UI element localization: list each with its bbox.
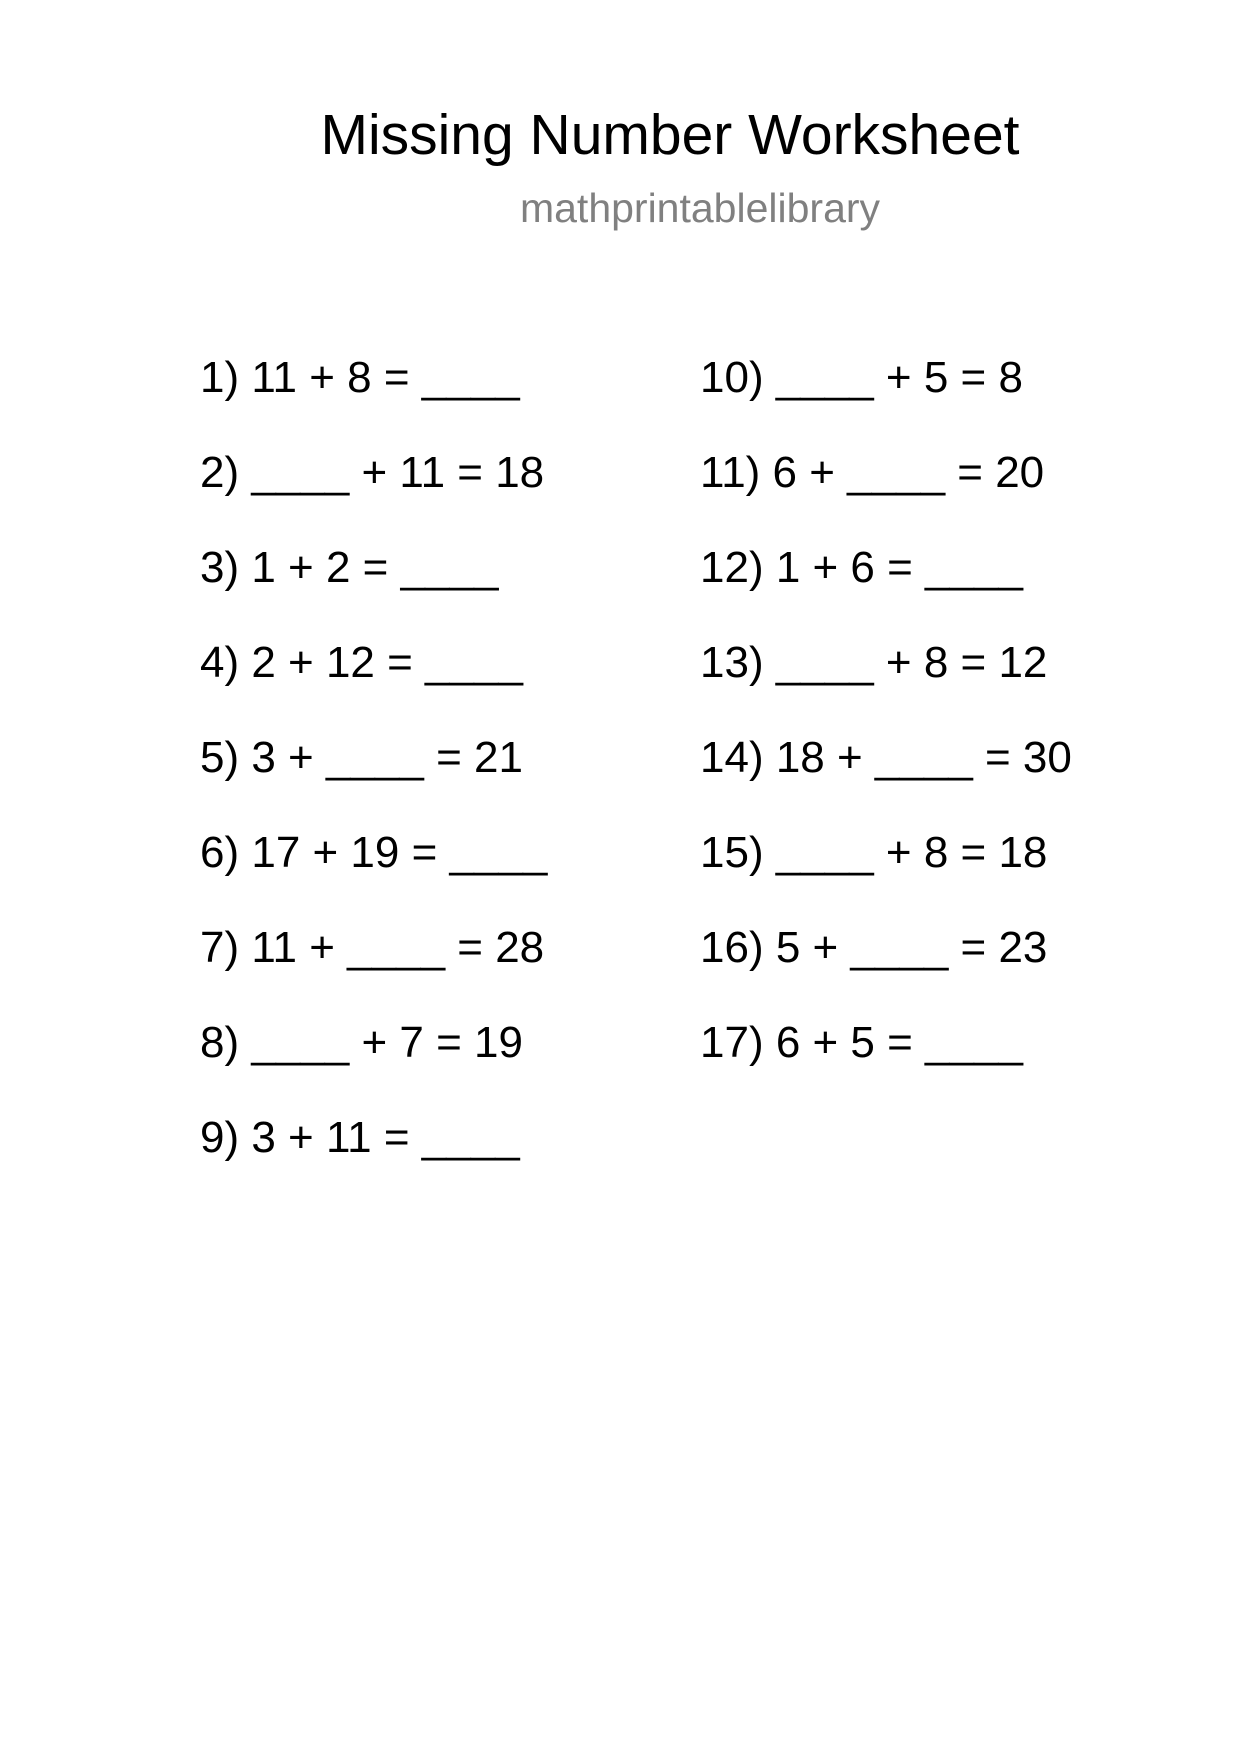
- problem-1: 1) 11 + 8 = ____: [200, 353, 520, 402]
- problem-7: 7) 11 + ____ = 28: [200, 923, 545, 972]
- problem-12: 12) 1 + 6 = ____: [700, 543, 1023, 592]
- problem-10: 10) ____ + 5 = 8: [700, 353, 1023, 402]
- problem-6: 6) 17 + 19 = ____: [200, 828, 548, 877]
- problem-column-right: [700, 348, 1240, 1108]
- problem-13: 13) ____ + 8 = 12: [700, 638, 1048, 687]
- problem-4: 4) 2 + 12 = ____: [200, 638, 523, 687]
- problem-15: 15) ____ + 8 = 18: [700, 828, 1048, 877]
- problem-17: 17) 6 + 5 = ____: [700, 1018, 1023, 1067]
- problem-5: 5) 3 + ____ = 21: [200, 733, 523, 782]
- problem-11: 11) 6 + ____ = 20: [700, 448, 1045, 497]
- page-title: Missing Number Worksheet: [320, 103, 1020, 167]
- problem-2: 2) ____ + 11 = 18: [200, 448, 545, 497]
- problem-14: 14) 18 + ____ = 30: [700, 733, 1072, 782]
- problem-8: 8) ____ + 7 = 19: [200, 1018, 523, 1067]
- problem-3: 3) 1 + 2 = ____: [200, 543, 499, 592]
- problem-column-left: [200, 348, 760, 1203]
- page-subtitle: mathprintablelibrary: [519, 185, 881, 231]
- problem-9: 9) 3 + 11 = ____: [200, 1113, 520, 1162]
- problem-16: 16) 5 + ____ = 23: [700, 923, 1048, 972]
